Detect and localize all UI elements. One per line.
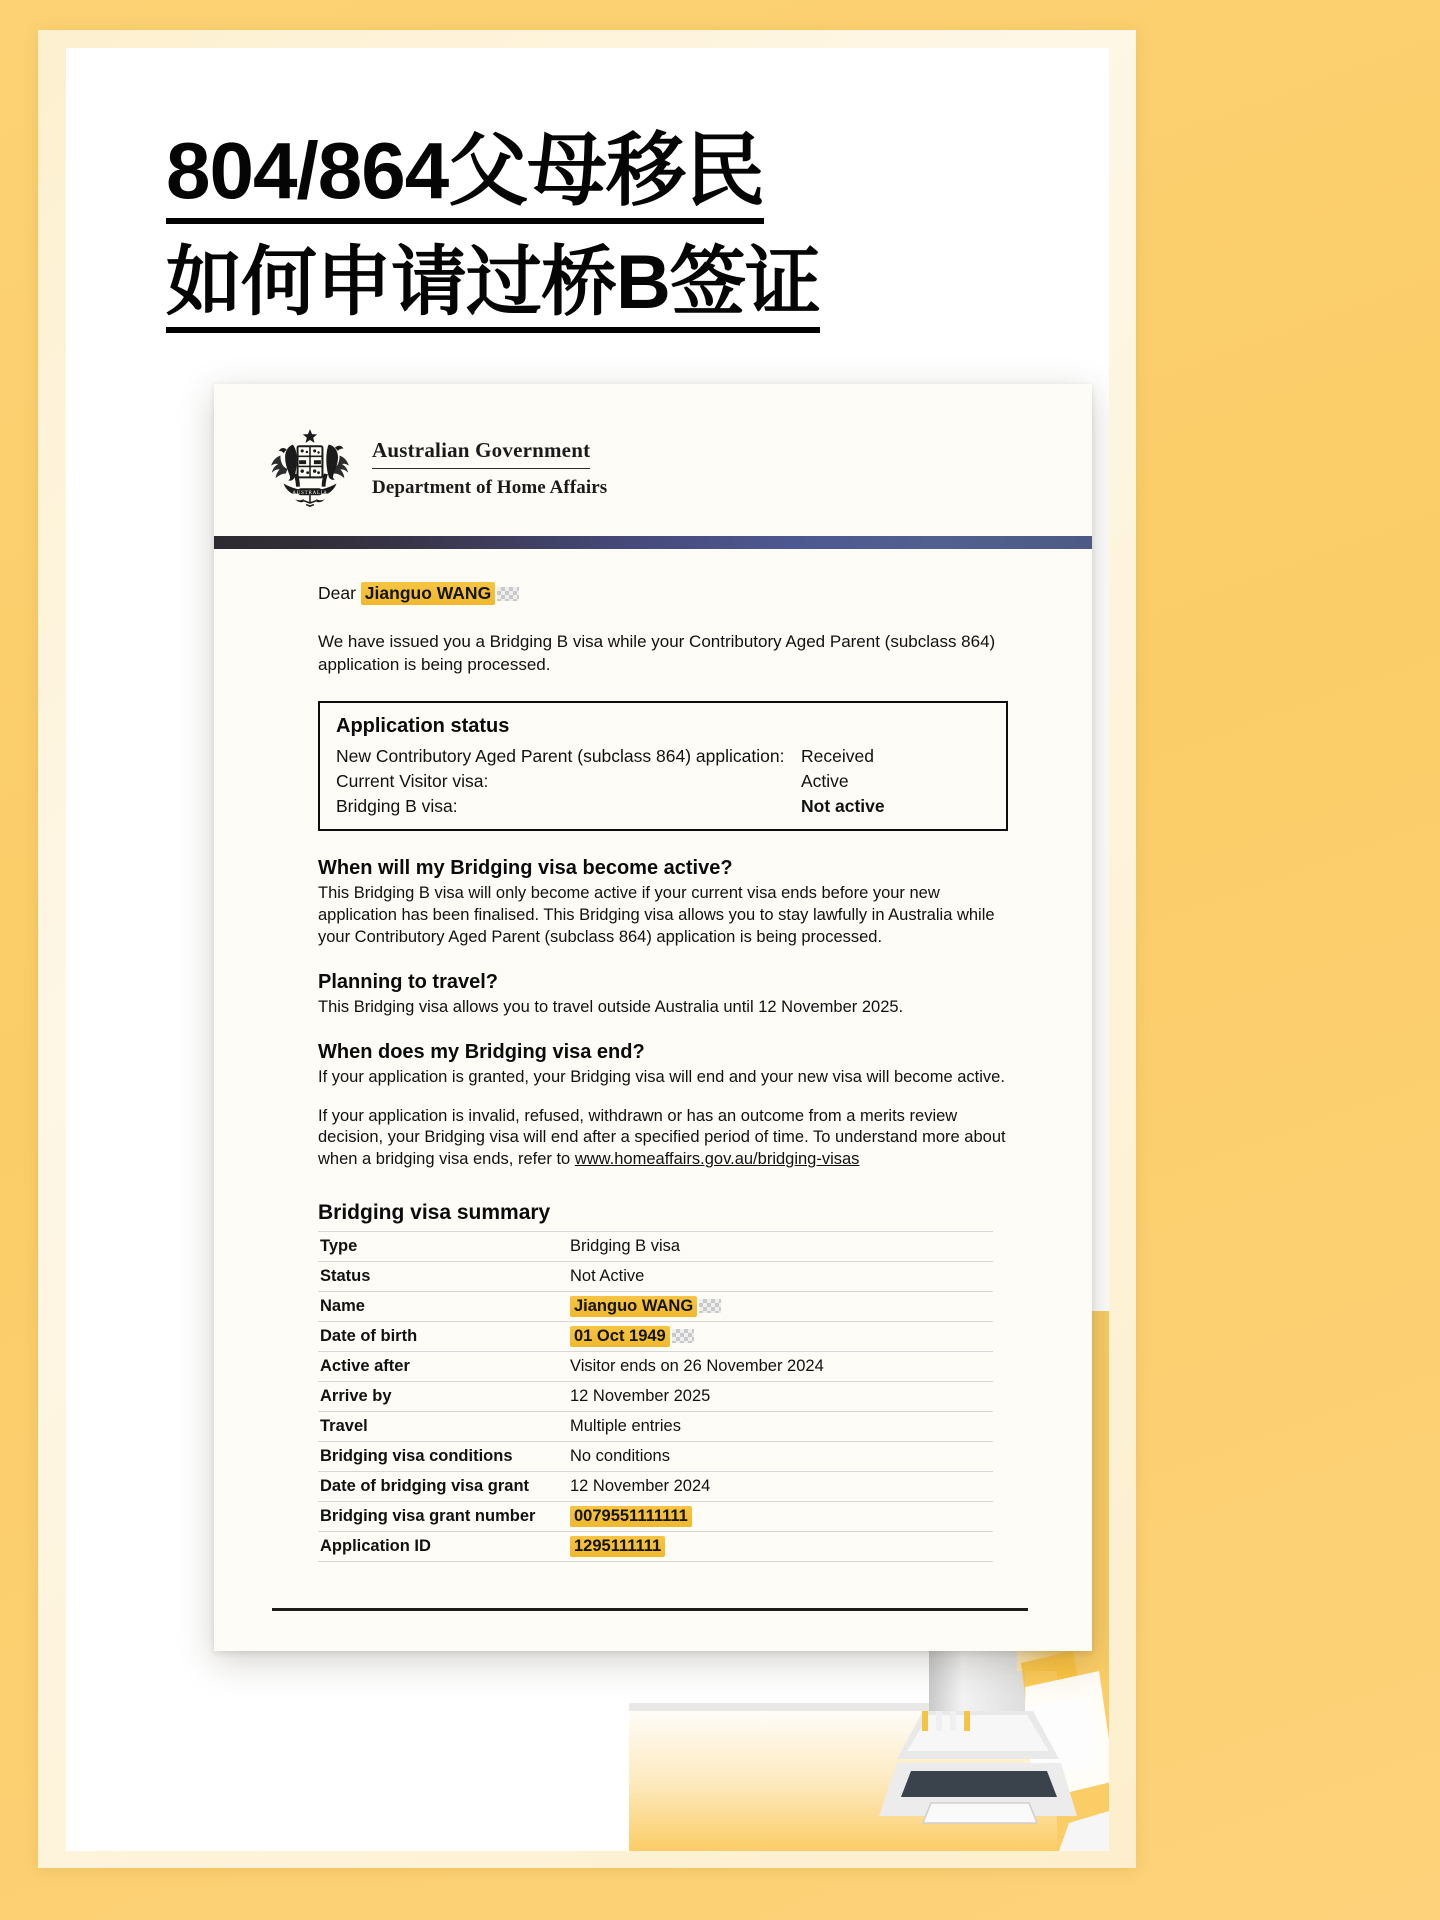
row-value: 12 November 2024 (570, 1477, 711, 1496)
status-label: New Contributory Aged Parent (subclass 864) application: (336, 745, 785, 766)
row-key: Bridging visa conditions (320, 1447, 513, 1466)
application-status-title: Application status (336, 714, 510, 737)
row-value: Bridging B visa (570, 1237, 681, 1256)
brand-gradient-bar (214, 536, 1092, 549)
section-paragraph-text: If your application is invalid, refused, withdrawn or has an outcome from a merits review decision, your Bridging visa will end after a specified period of time. To understand more about when a bridging visa ends, refer to (318, 1106, 1006, 1169)
letter-body (214, 549, 1092, 1562)
summary-title: Bridging visa summary (318, 1201, 551, 1225)
section-heading: When will my Bridging visa become active? (318, 856, 733, 879)
status-label: Current Visitor visa: (336, 770, 489, 791)
status-row (336, 744, 990, 769)
section-paragraph: This Bridging visa allows you to travel outside Australia until 12 November 2025. (318, 997, 904, 1016)
row-key: Date of birth (320, 1327, 418, 1346)
table-row (318, 1472, 993, 1502)
table-row (318, 1292, 993, 1322)
table-row (318, 1322, 993, 1352)
table-row (318, 1232, 993, 1262)
row-value: Not Active (570, 1267, 645, 1286)
redaction-block (497, 587, 519, 601)
section-paragraph-with-link (318, 1106, 1018, 1172)
row-key: Type (320, 1237, 358, 1256)
headline-line-1: 804/864父母移民 (166, 130, 764, 224)
section-heading: Planning to travel? (318, 970, 499, 993)
bridging-visa-summary-table (318, 1231, 993, 1562)
row-key: Application ID (320, 1537, 431, 1556)
letter-header (214, 384, 1092, 536)
table-row (318, 1382, 993, 1412)
row-value: Multiple entries (570, 1417, 681, 1436)
status-row (336, 769, 990, 794)
status-value: Not active (801, 795, 885, 816)
svg-text:AUSTRALIA: AUSTRALIA (292, 490, 328, 496)
redaction-block (699, 1299, 721, 1313)
section-travel (318, 971, 1018, 1019)
australian-coat-of-arms-icon (262, 426, 358, 510)
intro-paragraph: We have issued you a Bridging B visa while your Contributory Aged Parent (subclass 864) application is being processed. (318, 632, 996, 675)
bridging-visas-link[interactable]: www.homeaffairs.gov.au/bridging-visas (574, 1150, 860, 1169)
salutation (318, 583, 1040, 604)
footer-rule (272, 1608, 1028, 1611)
row-key: Active after (320, 1357, 410, 1376)
row-key: Status (320, 1267, 371, 1286)
status-value: Received (801, 745, 874, 766)
section-paragraph: This Bridging B visa will only become active if your current visa ends before your new application has been finalised. This Bridging visa allows you to stay lawfully in Australia while your Contributory Aged Parent (subclass 864) application is being processed. (318, 883, 995, 946)
row-key: Travel (320, 1417, 368, 1436)
row-value: No conditions (570, 1447, 670, 1466)
status-row (336, 794, 990, 819)
section-heading: When does my Bridging visa end? (318, 1040, 645, 1063)
row-value-highlighted: 1295111111 (570, 1536, 665, 1557)
poster-card (66, 48, 1109, 1851)
table-row (318, 1262, 993, 1292)
headline (166, 126, 1026, 333)
application-status-box (318, 701, 1008, 831)
table-row (318, 1352, 993, 1382)
status-label: Bridging B visa: (336, 795, 458, 816)
row-value-highlighted: 01 Oct 1949 (570, 1326, 670, 1347)
organisation-name: Australian Government (372, 438, 590, 469)
recipient-name: Jianguo WANG (361, 582, 495, 605)
row-key: Name (320, 1297, 365, 1316)
row-value-highlighted: Jianguo WANG (570, 1296, 697, 1317)
government-wordmark (372, 438, 607, 499)
row-value (568, 1532, 993, 1562)
salutation-prefix: Dear (318, 583, 361, 603)
section-end (318, 1041, 1018, 1172)
table-row (318, 1502, 993, 1532)
section-paragraph: If your application is granted, your Bridging visa will end and your new visa will become active. (318, 1067, 1005, 1086)
row-value (568, 1502, 993, 1532)
status-value: Active (801, 770, 849, 791)
row-key: Bridging visa grant number (320, 1507, 536, 1526)
row-value (568, 1322, 993, 1352)
row-key: Arrive by (320, 1387, 392, 1406)
row-key: Date of bridging visa grant (320, 1477, 530, 1496)
row-value-highlighted: 0079551111111 (570, 1506, 692, 1527)
headline-line-2: 如何申请过桥B签证 (166, 244, 820, 334)
table-row (318, 1442, 993, 1472)
visa-grant-letter (214, 384, 1092, 1651)
department-name: Department of Home Affairs (372, 476, 608, 498)
table-row (318, 1532, 993, 1562)
section-active (318, 857, 1018, 949)
table-row (318, 1412, 993, 1442)
row-value (568, 1292, 993, 1322)
row-value: Visitor ends on 26 November 2024 (570, 1357, 824, 1376)
row-value: 12 November 2025 (570, 1387, 711, 1406)
redaction-block (672, 1329, 694, 1343)
